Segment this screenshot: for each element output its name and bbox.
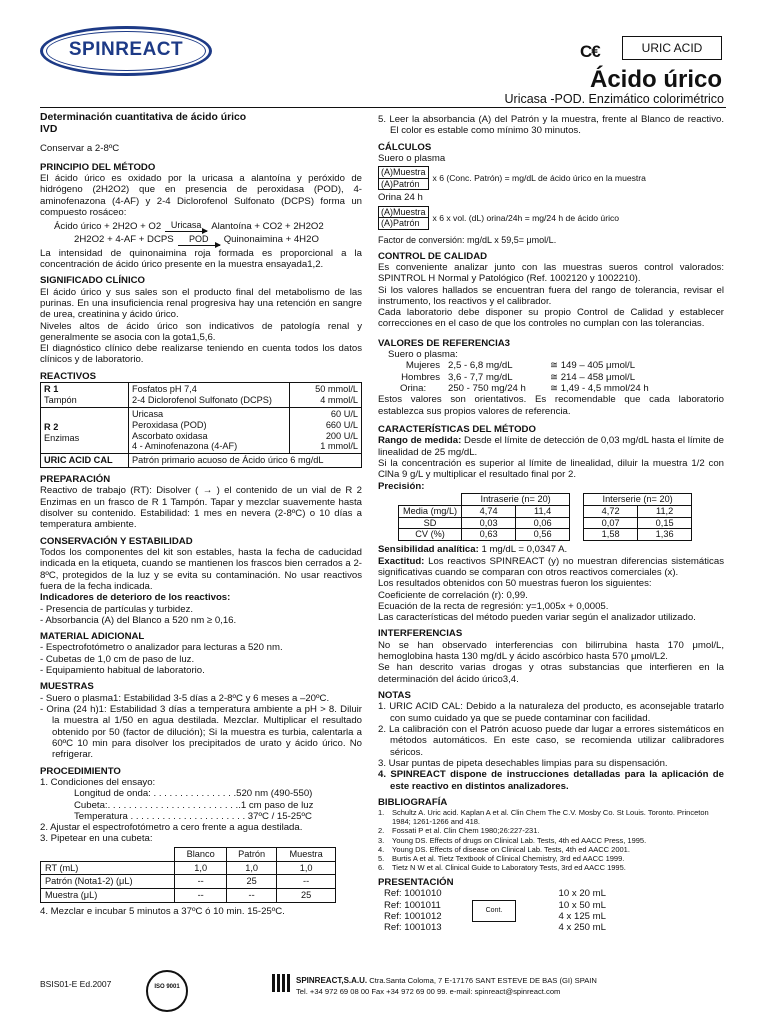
sensitivity: Sensibilidad analítica: 1 mg/dL = 0,0347 A. [378, 544, 568, 556]
interference-text-2: Se han descrito varias drogas y otras substancias que interfieren en la determinación del ácido úrico3,4. [378, 662, 724, 685]
presentation-table: Ref: 1001010 Cont. 10 x 20 mL Ref: 1001011 10 x 50 mL Ref: 1001012 4 x 125 mL Ref: 1001013 4 x 250 mL [384, 888, 606, 934]
logo-text: SPINREACT [68, 39, 184, 60]
exactitude-text-5: Las características del método pueden variar según el analizador utilizado. [378, 612, 696, 624]
procedure-step-2: 2. Ajustar el espectrofotómetro a cero frente a agua destilada. [40, 822, 303, 834]
exactitude-text-3: Coeficiente de correlación (r): 0,99. [378, 589, 528, 601]
storage-heading: CONSERVACIÓN Y ESTABILIDAD [40, 535, 193, 547]
bibliography-list [378, 808, 724, 872]
right-column [378, 112, 724, 934]
procedure-heading: PROCEDIMIENTO [40, 765, 121, 777]
condition-line: Cubeta:. . . . . . . . . . . . . . . . . . . . . . . . ..1 cm paso de luz [74, 799, 314, 811]
qc-text-1: Es conveniente analizar junto con las muestras sueros control valorados: SPINTROL H Normal y Patológico (Ref. 1002120 y 1002210). [378, 261, 724, 285]
storage-text: Todos los componentes del kit son estables, hasta la fecha de caducidad indicada en la etiqueta, cuando se mantienen los frascos bien cerrados a 2-8ºC, protegidos de la luz y se evita su contaminación. No usar reactivos fuera de la fecha indicada. [40, 546, 362, 592]
reaction-equation-1: Ácido úrico + 2H2O + O2 Uricasa Alantoína + CO2 + 2H2O2 [54, 220, 324, 232]
table-row: SD 0,03 0,06 0,07 0,15 [399, 517, 692, 529]
interference-heading: INTERFERENCIAS [378, 628, 463, 640]
principle-text-2: La intensidad de quinonaimina roja formada es proporcional a la concentración de ácido úrico presente en la muestra ensayada1,2. [40, 247, 362, 270]
pipetting-table: Blanco Patrón Muestra RT (mL) 1,0 1,0 1,0 Patrón (Nota1-2) (μL) -- 25 -- Muestra (μL) -- -- 25 [40, 847, 336, 903]
reference-heading: VALORES DE REFERENCIA3 [378, 337, 511, 349]
list-item: 5. Burtis A et al. Tietz Textbook of Clinical Chemistry, 3rd ed AACC 1999. [378, 853, 625, 863]
document-subtitle: Uricasa -POD. Enzimático colorimétrico [504, 92, 724, 106]
material-item: - Espectrofotómetro o analizador para lecturas a 520 nm. [40, 642, 283, 654]
conversion-factor: Factor de conversión: mg/dL x 59,5= μmol/L. [378, 235, 557, 245]
table-row: CV (%) 0,63 0,56 1,58 1,36 [399, 529, 692, 541]
note-item: 2. La calibración con el Patrón acuoso puede dar lugar a errores sistemáticos en métodos automáticos. En este caso, se recomienda utilizar calibradores séricos. [378, 723, 724, 758]
clinical-text-1: El ácido úrico y sus sales son el producto final del metabolismo de las purinas. En una insuficiencia renal progresiva hay una retención en sangre de urea, creatinina y ácido úrico. [40, 286, 362, 321]
precision-table: Intraserie (n= 20) Interserie (n= 20) Media (mg/L) 4,74 11,4 4,72 11,2 SD 0,03 0,06 0,07 0,15 CV (%) 0,63 0,56 1,58 1,36 [398, 493, 692, 541]
precision-label: Precisión: [378, 480, 425, 492]
reaction-equation-2: 2H2O2 + 4-AF + DCPS POD Quinonaimina + 4H2O [74, 234, 319, 246]
qc-text-2: Si los valores hallados se encuentran fuera del rango de tolerancia, revisar el instrumento, los reactivos y el calibrador. [378, 284, 724, 307]
reference-values: Mujeres 2,5 - 6,8 mg/dL ≅ 149 – 405 μmol/L Hombres 3,6 - 7,7 mg/dL ≅ 214 – 458 μmol/L Orina: 250 - 750 mg/24 h ≅ 1,49 - 4,5 mmol/24 h [400, 360, 649, 395]
material-item: - Cubetas de 1,0 cm de paso de luz. [40, 653, 195, 665]
product-code-box: URIC ACID [622, 36, 722, 60]
table-row: RT (mL) 1,0 1,0 1,0 [41, 861, 336, 875]
condition-line: Temperatura . . . . . . . . . . . . . . . . . . . . . . 37ºC / 15-25ºC [74, 810, 312, 822]
table-row: Media (mg/L) 4,74 11,4 4,72 11,2 [399, 505, 692, 517]
ivd-label: IVD [40, 124, 58, 136]
deterioration-item: - Presencia de partículas y turbidez. [40, 603, 194, 615]
table-row: Patrón (Nota1-2) (μL) -- 25 -- [41, 875, 336, 889]
list-item: 4. Young DS. Effects of disease on Clinical Lab. Tests, 4th ed AACC 2001. [378, 844, 630, 854]
note-item: 4. SPINREACT dispone de instrucciones detalladas para la aplicación de este reactivo en distintos analizadores. [378, 769, 724, 792]
company-address: SPINREACT,S.A.U. Ctra.Santa Coloma, 7 E-17176 SANT ESTEVE DE BAS (GI) SPAIN Tel. +34 972 69 08 00 Fax +34 972 69 00 99. e-mail: spinreact@spinreact.com [296, 976, 597, 996]
calc-urine-label: Orina 24 h [378, 192, 423, 204]
deterioration-heading: Indicadores de deterioro de los reactivos: [40, 592, 231, 604]
reference-note: Estos valores son orientativos. Es recomendable que cada laboratorio establezca sus propios valores de referencia. [378, 394, 724, 417]
qc-heading: CONTROL DE CALIDAD [378, 250, 488, 262]
reference-serum-label: Suero o plasma: [388, 349, 458, 361]
calc-serum-label: Suero o plasma [378, 152, 446, 164]
note-item: 3. Usar puntas de pipeta desechables limpias para su dispensación. [378, 757, 668, 769]
preparation-text: Reactivo de trabajo (RT): Disolver ( → ) el contenido de un vial de R 2 Enzimas en un frasco de R 1 Tampón. Tapar y mezclar suavemente hasta disolver su contenido. Estabilidad: 1 mes en nevera (2-8ºC) o 10 días a temperatura ambiente. [40, 485, 362, 531]
note-item: 1. URIC ACID CAL: Debido a la naturaleza del producto, es aconsejable tratarlo con sumo cuidado ya que se puede contaminar con facilidad. [378, 701, 724, 724]
presentation-heading: PRESENTACIÓN [378, 877, 454, 889]
deterioration-item: - Absorbancia (A) del Blanco a 520 nm ≥ 0,16. [40, 614, 237, 626]
reagents-table: R 1 Tampón Fosfatos pH 7,4 2-4 Diclorofenol Sulfonato (DCPS) 50 mmol/L 4 mmol/L R 2 Enzimas Uricasa Peroxidasa (POD) Ascorbato oxidasa 4 - Aminofenazona (4-AF) 60 U/L 660 U/L 200 U/L 1 mmol/L URIC ACID CAL Patrón primario acuoso de Ácido úrico 6 mg/dL [40, 382, 362, 468]
material-item: - Equipamiento habitual de laboratorio. [40, 665, 205, 677]
bibliography-heading: BIBLIOGRAFÍA [378, 796, 448, 808]
sample-item: - Suero o plasma1: Estabilidad 3-5 días a 2-8ºC y 6 meses a –20ºC. [40, 692, 330, 704]
clinical-text-3: El diagnóstico clínico debe realizarse teniendo en cuenta todos los datos clínicos y de laboratorio. [40, 343, 362, 366]
clinical-heading: SIGNIFICADO CLÍNICO [40, 275, 145, 287]
exactitude-text: Exactitud: Los reactivos SPINREACT (y) no muestran diferencias sistemáticas significativas cuando se comparan con otros reactivos comerciales (x). [378, 555, 724, 578]
procedure-step-3: 3. Pipetear en una cubeta: [40, 833, 153, 845]
interference-text-1: No se han observado interferencias con bilirrubina hasta 170 μmol/L, hemoglobina hasta 130 mg/dL y ácido ascórbico hasta 570 μmol/L2. [378, 639, 724, 663]
samples-heading: MUESTRAS [40, 681, 94, 693]
principle-text: El ácido úrico es oxidado por la uricasa a alantoína y peróxido de hidrógeno (2H2O2) que en presencia de peroxidasa (POD), 4-aminofenazona (4-AF) y 2-4 Diclorofenol Sulfonato (DCPS) forma un compuesto rosáceo: [40, 173, 362, 219]
exactitude-text-2: Los resultados obtenidos con 50 muestras fueron los siguientes: [378, 578, 652, 590]
spinreact-small-logo-icon [272, 974, 290, 992]
exactitude-text-4: Ecuación de la recta de regresión: y=1,005x + 0,0005. [378, 600, 609, 612]
range-text: Rango de medida: Desde el límite de detección de 0,03 mg/dL hasta el límite de linealidad de 25 mg/dL. [378, 435, 725, 458]
storage-note: Conservar a 2-8ºC [40, 142, 120, 154]
principle-heading: PRINCIPIO DEL MÉTODO [40, 161, 156, 173]
procedure-step-4: 4. Mezclar e incubar 5 minutos a 37ºC ó 10 min. 15-25ºC. [40, 906, 285, 918]
characteristics-heading: CARACTERÍSTICAS DEL MÉTODO [378, 423, 536, 435]
document-title: Ácido úrico [589, 66, 722, 93]
notes-heading: NOTAS [378, 690, 411, 702]
list-item: 1. Schultz A. Uric acid. Kaplan A et al. Clin Chem The C.V. Mosby Co. St Louis. Toronto. Princeton 1984; 1261-1266 and 418. [378, 808, 709, 827]
qc-text-3: Cada laboratorio debe disponer su propio Control de Calidad y establecer correcciones en el caso de que los controles no cumplan con las tolerancias. [378, 307, 724, 330]
preparation-heading: PREPARACIÓN [40, 474, 111, 486]
list-item: 2. Fossati P et al. Clin Chem 1980;26:227-231. [378, 826, 540, 836]
ce-mark: C€ [580, 42, 600, 61]
calc-heading: CÁLCULOS [378, 141, 432, 153]
iso-9001-seal-icon: ISO 9001 [146, 970, 188, 1012]
calc-urine-formula: $\frac{\text{(A)Muestra}}{\text{(A)Patrón}}$ x 6 x vol. (dL) orina/24h = mg/24 h de ácido úrico [378, 206, 724, 230]
reagents-heading: REACTIVOS [40, 370, 96, 382]
table-row: Muestra (μL) -- -- 25 [41, 889, 336, 903]
document-code: BSIS01-E Ed.2007 [40, 979, 112, 989]
procedure-step-1: 1. Condiciones del ensayo: [40, 776, 156, 788]
list-item: 3. Young DS. Effects of drugs on Clinical Lab. Tests, 4th ed AACC Press, 1995. [378, 835, 647, 845]
range-text-2: Si la concentración es superior al límite de linealidad, diluir la muestra 1/2 con ClNa 9 g/L y multiplicar el resultado final por 2. [378, 457, 724, 481]
condition-line: Longitud de onda: . . . . . . . . . . . . . . . .520 nm (490-550) [74, 788, 313, 800]
spinreact-logo [40, 26, 212, 76]
material-heading: MATERIAL ADICIONAL [40, 631, 145, 643]
header-divider [40, 107, 726, 108]
intro-title: Determinación cuantitativa de ácido úrico [40, 112, 247, 123]
calc-serum-formula: $\frac{\text{(A)Muestra}}{\text{(A)Patrón}}$ x 6 (Conc. Patrón) = mg/dL de ácido úrico en la muestra [378, 166, 724, 190]
sample-item: - Orina (24 h)1: Estabilidad 3 días a temperatura ambiente a pH > 8. Diluir la muestra al 1/50 en agua destilada. Mezclar. Multiplicar el resultado obtenido por 50 (factor de dilución); Si la muestra es turbia, calentarla a 60ºC 10 min para disolver los precipitados de urato y ácido úrico. No refrigerar. [40, 704, 362, 761]
procedure-step-5: 5. Leer la absorbancia (A) del Patrón y la muestra, frente al Blanco de reactivo. El color es estable como mínimo 30 minutos. [378, 114, 724, 137]
list-item: 6. Tietz N W et al. Clinical Guide to Laboratory Tests, 3rd ed AACC 1995. [378, 863, 626, 873]
clinical-text-2: Niveles altos de ácido úrico son indicativos de patología renal y generalmente se asocia con la gota1,5,6. [40, 320, 362, 343]
left-column [40, 112, 362, 918]
